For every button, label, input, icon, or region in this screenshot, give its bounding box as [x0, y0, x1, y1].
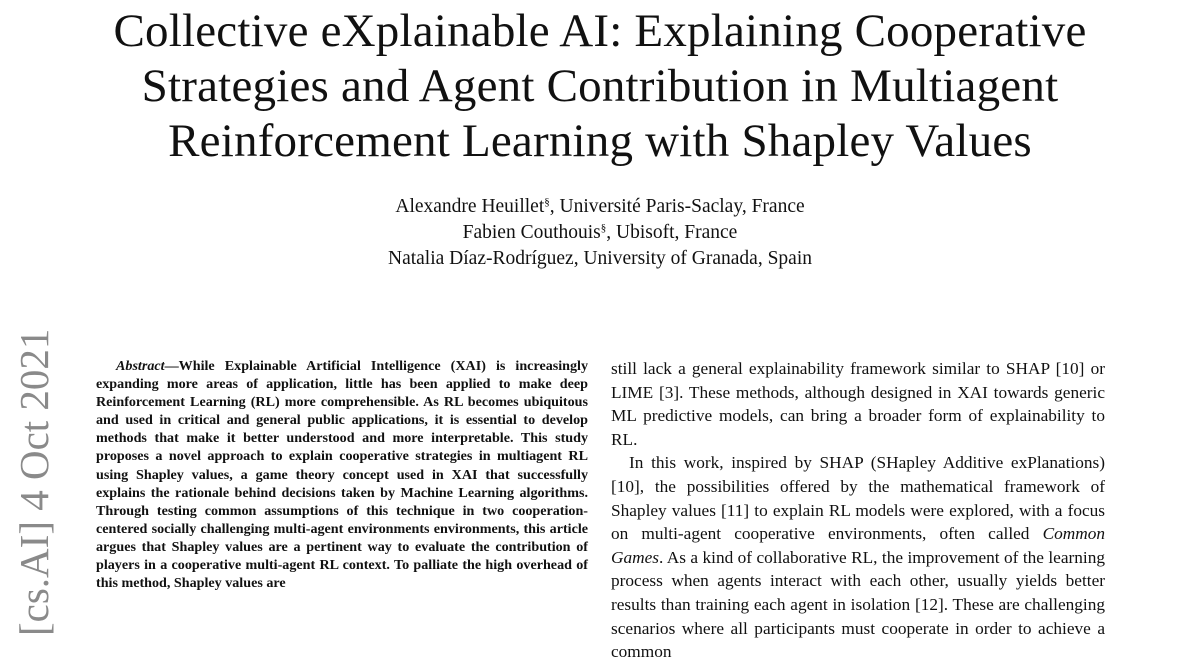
- author-affiliation: , University of Granada, Spain: [573, 248, 812, 269]
- body-paragraph: still lack a general explainability framework similar to SHAP [10] or LIME [3]. These methods, although designed in XAI towards generic ML predictive models, can bring a broader form of explainability to RL.: [611, 359, 1105, 449]
- author-affiliation: , Université Paris-Saclay, France: [549, 196, 805, 217]
- author-name: Natalia Díaz-Rodríguez: [388, 248, 574, 269]
- arxiv-identifier-stamp: [cs.AI] 4 Oct 2021: [11, 328, 57, 636]
- body-column: [611, 357, 1105, 664]
- title-line: Strategies and Agent Contribution in Multiagent: [141, 60, 1059, 112]
- author-affiliation: , Ubisoft, France: [606, 222, 738, 243]
- author-footnote-mark: §: [544, 196, 550, 208]
- author-list: [300, 194, 900, 272]
- author-line: [300, 194, 900, 220]
- abstract-label: Abstract: [116, 358, 165, 374]
- author-name: Alexandre Heuillet: [395, 196, 545, 217]
- paper-title: [60, 4, 1140, 169]
- paragraph-text: . As a kind of collaborative RL, the improvement of the learning process when agents interact with each other, usually yields better results than training each agent in isolation [12]. These are challenging scenarios where all participants must cooperate in order to achieve a common: [611, 547, 1105, 662]
- abstract-text: —While Explainable Artificial Intelligence (XAI) is increasingly expanding more areas of application, little has been applied to make deep Reinforcement Learning (RL) more comprehensible. As RL becomes ubiquitous and used in critical and general public applications, it is essential to develop methods that make it better understood and more interpretable. This study proposes a novel approach to explain cooperative strategies in multiagent RL using Shapley values, a game theory concept used in XAI that successfully explains the rationale behind decisions taken by Machine Learning algorithms. Through testing common assumptions of this technique in two cooperation-centered socially challenging multi-agent environments environments, this article argues that Shapley values are a pertinent way to evaluate the contribution of players in a cooperative multi-agent RL context. To palliate the high overhead of this method, Shapley values are: [96, 358, 588, 592]
- title-line: Collective eXplainable AI: Explaining Cooperative: [113, 5, 1087, 57]
- author-line: [300, 220, 900, 246]
- title-line: Reinforcement Learning with Shapley Values: [168, 115, 1032, 167]
- abstract: [96, 357, 588, 592]
- body-paragraph: [611, 451, 1105, 663]
- paragraph-text: In this work, inspired by SHAP (SHapley Additive exPlanations) [10], the possibilities offered by the mathematical framework of Shapley values [11] to explain RL models were explored, with a focus on multi-agent cooperative environments, often called: [611, 453, 1105, 544]
- author-line: [300, 246, 900, 272]
- author-name: Fabien Couthouis: [462, 222, 601, 243]
- author-footnote-mark: §: [600, 222, 607, 234]
- emphasized-term: Common Games: [611, 524, 1105, 567]
